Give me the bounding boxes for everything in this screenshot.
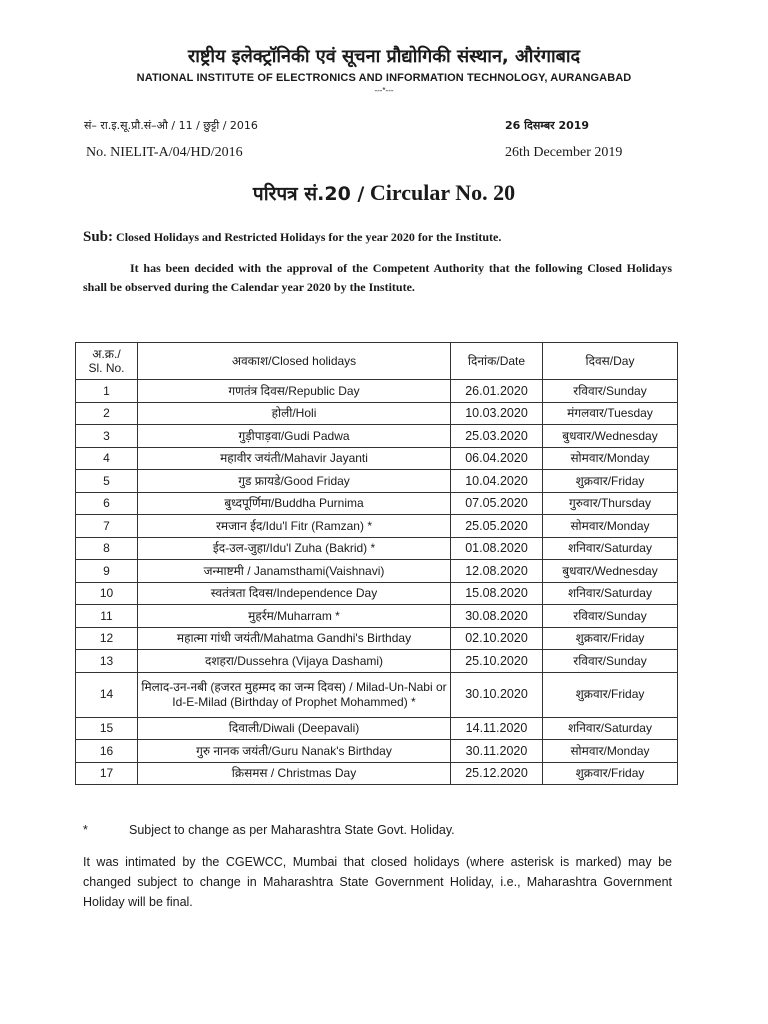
table-row [76,560,678,583]
cell-holiday: रमजान ईद/Idu'l Fitr (Ramzan) * [138,515,451,538]
cell-day: मंगलवार/Tuesday [543,402,678,425]
cell-holiday: महात्मा गांधी जयंती/Mahatma Gandhi's Birthday [138,627,451,650]
cell-day: रविवार/Sunday [543,380,678,403]
cell-holiday: बुध्दपूर्णिमा/Buddha Purnima [138,492,451,515]
cell-holiday: स्वतंत्रता दिवस/Independence Day [138,582,451,605]
cell-holiday: गुरु नानक जयंती/Guru Nanak's Birthday [138,740,451,763]
cell-holiday: गणतंत्र दिवस/Republic Day [138,380,451,403]
cell-day: शुक्रवार/Friday [543,672,678,717]
table-row [76,582,678,605]
cell-date: 15.08.2020 [451,582,543,605]
cell-date: 30.10.2020 [451,672,543,717]
cell-date: 30.11.2020 [451,740,543,763]
cell-day: बुधवार/Wednesday [543,425,678,448]
cell-holiday: मिलाद-उन-नबी (हजरत मुहम्मद का जन्म दिवस) / Milad-Un-Nabi or Id-E-Milad (Birthday of Prophet Mohammed) * [138,672,451,717]
table-header-row [76,343,678,380]
cell-date: 10.03.2020 [451,402,543,425]
subject-line [83,229,501,246]
table-row [76,402,678,425]
holiday-table [75,342,678,785]
cell-sl-no: 4 [76,447,138,470]
cell-date: 06.04.2020 [451,447,543,470]
cell-holiday: गुड फ्रायडे/Good Friday [138,470,451,493]
table-row [76,627,678,650]
cell-day: शुक्रवार/Friday [543,470,678,493]
cell-date: 02.10.2020 [451,627,543,650]
header-sl-hindi: अ.क्र./ [92,347,121,361]
cell-sl-no: 10 [76,582,138,605]
cell-sl-no: 17 [76,762,138,785]
cell-day: सोमवार/Monday [543,447,678,470]
cell-day: शनिवार/Saturday [543,717,678,740]
cell-date: 12.08.2020 [451,560,543,583]
cell-day: शुक्रवार/Friday [543,762,678,785]
cell-sl-no: 2 [76,402,138,425]
cell-holiday: गुड़ीपाड़वा/Gudi Padwa [138,425,451,448]
header-sl-english: Sl. No. [88,361,125,375]
cell-day: गुरुवार/Thursday [543,492,678,515]
circular-title-hindi: परिपत्र सं.20 / [252,183,365,205]
issue-date-english: 26th December 2019 [505,145,623,160]
cell-sl-no: 11 [76,605,138,628]
cell-holiday: ईद-उल-जुहा/Idu'l Zuha (Bakrid) * [138,537,451,560]
cell-date: 14.11.2020 [451,717,543,740]
header-sl-no [76,343,138,380]
table-row [76,650,678,673]
cell-sl-no: 16 [76,740,138,763]
cell-holiday: जन्माष्टमी / Janamsthami(Vaishnavi) [138,560,451,583]
cell-sl-no: 6 [76,492,138,515]
institute-name-hindi: राष्ट्रीय इलेक्ट्रॉनिकी एवं सूचना प्रौद्योगिकी संस्थान, औरंगाबाद [187,46,581,67]
cell-day: सोमवार/Monday [543,740,678,763]
cell-date: 07.05.2020 [451,492,543,515]
footnote-marker: * [83,823,88,837]
cell-sl-no: 7 [76,515,138,538]
header-day: दिवस/Day [543,343,678,380]
cell-holiday: दशहरा/Dussehra (Vijaya Dashami) [138,650,451,673]
cell-date: 30.08.2020 [451,605,543,628]
cell-date: 26.01.2020 [451,380,543,403]
cell-sl-no: 12 [76,627,138,650]
intro-paragraph: It has been decided with the approval of the Competent Authority that the following Closed Holidays shall be observed during the Calendar year 2020 by the Institute. [83,261,672,294]
table-row [76,447,678,470]
cell-date: 25.12.2020 [451,762,543,785]
cell-sl-no: 9 [76,560,138,583]
cell-day: सोमवार/Monday [543,515,678,538]
table-row [76,717,678,740]
cell-sl-no: 5 [76,470,138,493]
reference-number-hindi: सं– रा.इ.सू.प्रौ.सं–औ / 11 / छुट्टी / 2016 [84,119,258,132]
footnote [83,823,455,837]
circular-title [0,180,768,206]
cell-date: 25.05.2020 [451,515,543,538]
table-row [76,380,678,403]
cell-day: शनिवार/Saturday [543,537,678,560]
cell-date: 01.08.2020 [451,537,543,560]
cell-holiday: दिवाली/Diwali (Deepavali) [138,717,451,740]
cell-sl-no: 1 [76,380,138,403]
cell-day: रविवार/Sunday [543,650,678,673]
cell-date: 10.04.2020 [451,470,543,493]
cell-sl-no: 13 [76,650,138,673]
issue-date-hindi: 26 दिसम्बर 2019 [505,119,590,132]
subject-label: Sub: [83,229,114,245]
table-row [76,537,678,560]
cell-day: बुधवार/Wednesday [543,560,678,583]
cell-sl-no: 8 [76,537,138,560]
table-row [76,470,678,493]
table-row [76,515,678,538]
table-row [76,740,678,763]
table-row [76,605,678,628]
header-holiday: अवकाश/Closed holidays [138,343,451,380]
cell-sl-no: 14 [76,672,138,717]
cell-date: 25.03.2020 [451,425,543,448]
cell-sl-no: 15 [76,717,138,740]
cell-holiday: महावीर जयंती/Mahavir Jayanti [138,447,451,470]
footnote-text: Subject to change as per Maharashtra State Govt. Holiday. [129,823,455,837]
cell-day: शुक्रवार/Friday [543,627,678,650]
table-row [76,672,678,717]
table-row [76,492,678,515]
table-row [76,762,678,785]
cell-date: 25.10.2020 [451,650,543,673]
intimation-paragraph: It was intimated by the CGEWCC, Mumbai that closed holidays (where asterisk is marked) may be changed subject to change in Maharashtra State Government Holiday, i.e., Maharashtra Government Holiday will be final. [83,855,672,909]
institute-name-english: NATIONAL INSTITUTE OF ELECTRONICS AND INFORMATION TECHNOLOGY, AURANGABAD [136,72,632,84]
cell-day: शनिवार/Saturday [543,582,678,605]
reference-number-english: No. NIELIT-A/04/HD/2016 [86,145,243,160]
subject-text: Closed Holidays and Restricted Holidays for the year 2020 for the Institute. [116,230,502,244]
cell-holiday: मुहर्रम/Muharram * [138,605,451,628]
header-date: दिनांक/Date [451,343,543,380]
cell-day: रविवार/Sunday [543,605,678,628]
header-separator: ---*--- [374,86,394,95]
circular-title-english: Circular No. 20 [369,180,516,205]
cell-holiday: होली/Holi [138,402,451,425]
cell-holiday: क्रिसमस / Christmas Day [138,762,451,785]
cell-sl-no: 3 [76,425,138,448]
table-row [76,425,678,448]
